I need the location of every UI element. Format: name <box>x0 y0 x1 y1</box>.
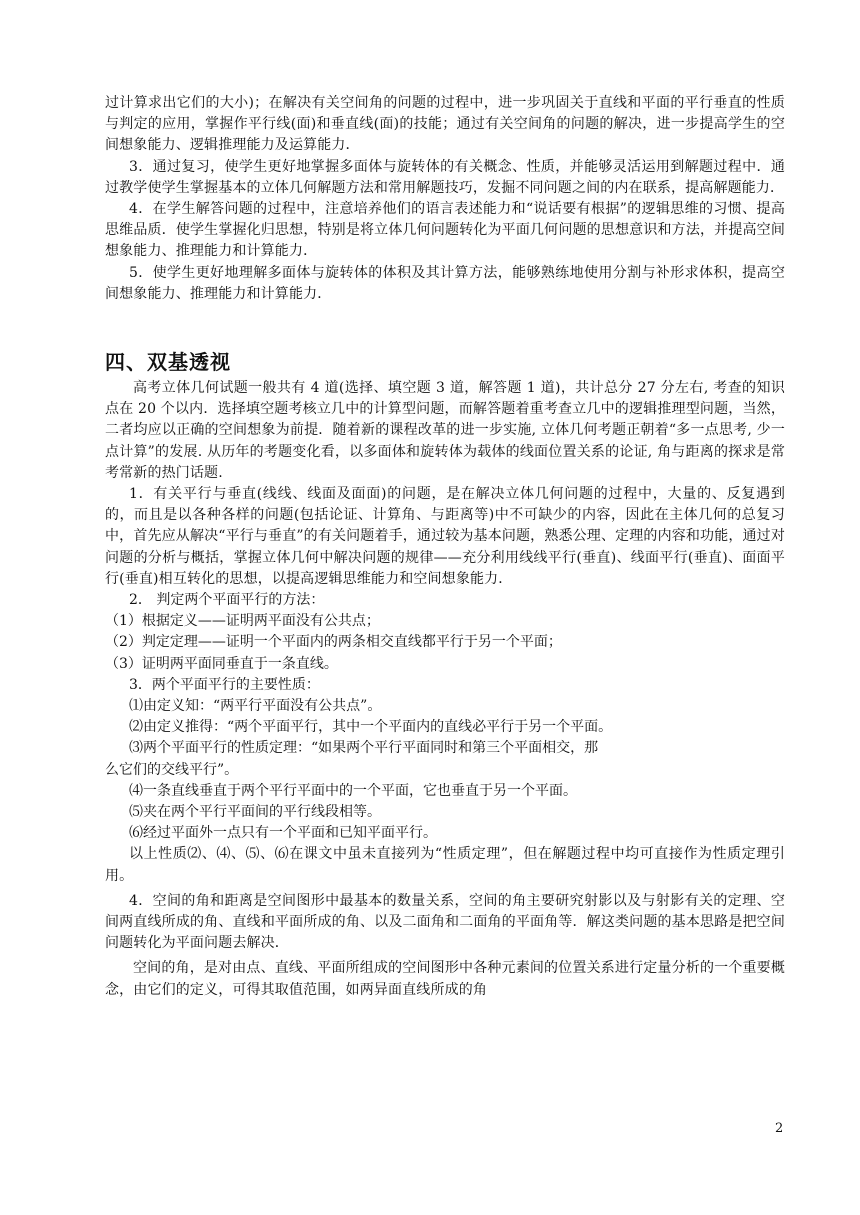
paragraph-item-4: 4．空间的角和距离是空间图形中最基本的数量关系，空间的角主要研究射影以及与射影有关的定理、空间两直线所成的角、直线和平面所成的角、以及二面角和二面角的平面角等．解这类问题的基本思路是把空间问题转化为平面问题去解决． <box>105 892 785 952</box>
property-3: ⑶两个平面平行的性质定理：“如果两个平行平面同时和第三个平面相交，那 <box>129 740 599 757</box>
properties-note: 以上性质⑵、⑷、⑸、⑹在课文中虽未直接列为“性质定理”，但在解题过程中均可直接作为性质定理引用。 <box>105 846 785 884</box>
paragraph-overview: 高考立体几何试题一般共有 4 道(选择、填空题 3 道，解答题 1 道)，共计总分 27 分左右, 考查的知识点在 20 个以内．选择填空题考核立几中的计算型问题，而解答题着重考查立几中的逻辑推理型问题，当然，二者均应以正确的空间想象为前提．随着新的课程改革的进一步实施, 立体几何考题正朝着“多一点思考, 少一点计算”的发展. 从历年的考题变化看，以多面体和旋转体为载体的线面位置关系的论证, 角与距离的探求是常考常新的热门话题. <box>105 380 785 481</box>
property-2: ⑵由定义推得：“两个平面平行，其中一个平面内的直线必平行于另一个平面。 <box>129 719 613 736</box>
paragraph-spatial-angle: 空间的角，是对由点、直线、平面所组成的空间图形中各种元素间的位置关系进行定量分析的一个重要概念，由它们的定义，可得其取值范围，如两异面直线所成的角 <box>105 960 785 998</box>
property-4: ⑷一条直线垂直于两个平行平面中的一个平面，它也垂直于另一个平面。 <box>129 782 577 799</box>
item-2-method-1: （1）根据定义——证明两平面没有公共点； <box>105 613 380 630</box>
property-6: ⑹经过平面外一点只有一个平面和已知平面平行。 <box>129 825 437 842</box>
property-3-continued: 么它们的交线平行”。 <box>105 761 239 778</box>
section-body <box>105 378 785 1001</box>
paragraph-item-1: 1．有关平行与垂直(线线、线面及面面)的问题，是在解决立体几何问题的过程中，大量的、反复遇到的，而且是以各种各样的问题(包括论证、计算角、与距离等)中不可缺少的内容，因此在主体几何的总复习中，首先应从解决“平行与垂直”的有关问题着手，通过较为基本问题，熟悉公理、定理的内容和功能，通过对问题的分析与概括，掌握立体几何中解决问题的规律——充分利用线线平行(垂直)、线面平行(垂直)、面面平行(垂直)相互转化的思想，以提高逻辑思维能力和空间想象能力． <box>105 486 785 587</box>
objectives-block <box>105 93 785 305</box>
property-5: ⑸夹在两个平行平面间的平行线段相等。 <box>129 804 381 821</box>
item-2-method-2: （2）判定定理——证明一个平面内的两条相交直线都平行于另一个平面； <box>105 634 562 651</box>
item-3-title: 3．两个平面平行的主要性质： <box>129 676 320 693</box>
item-2-method-3: （3）证明两平面同垂直于一条直线。 <box>105 655 338 672</box>
paragraph-objective-5: 5．使学生更好地理解多面体与旋转体的体积及其计算方法，能够熟练地使用分割与补形求体积，提高空间想象能力、推理能力和计算能力． <box>105 264 785 302</box>
property-1: ⑴由定义知：“两平行平面没有公共点”。 <box>129 698 382 715</box>
page-number: 2 <box>775 1121 784 1136</box>
paragraph-objective-4: 4．在学生解答问题的过程中，注意培养他们的语言表述能力和“说话要有根据”的逻辑思维的习惯、提高思维品质．使学生掌握化归思想，特别是将立体几何问题转化为平面几何问题的思想意识和方法，并提高空间想象能力、推理能力和计算能力． <box>105 201 785 260</box>
paragraph-continued: 过计算求出它们的大小)；在解决有关空间角的问题的过程中，进一步巩固关于直线和平面的平行垂直的性质与判定的应用，掌握作平行线(面)和垂直线(面)的技能；通过有关空间角的问题的解决，进一步提高学生的空间想象能力、逻辑推理能力及运算能力． <box>105 95 785 154</box>
section-heading: 四、双基透视 <box>105 350 231 374</box>
paragraph-objective-3: 3．通过复习，使学生更好地掌握多面体与旋转体的有关概念、性质，并能够灵活运用到解题过程中．通过教学使学生掌握基本的立体几何解题方法和常用解题技巧，发掘不同问题之间的内在联系，提高解题能力． <box>105 158 785 196</box>
item-2-title: 2． 判定两个平面平行的方法： <box>129 592 325 609</box>
